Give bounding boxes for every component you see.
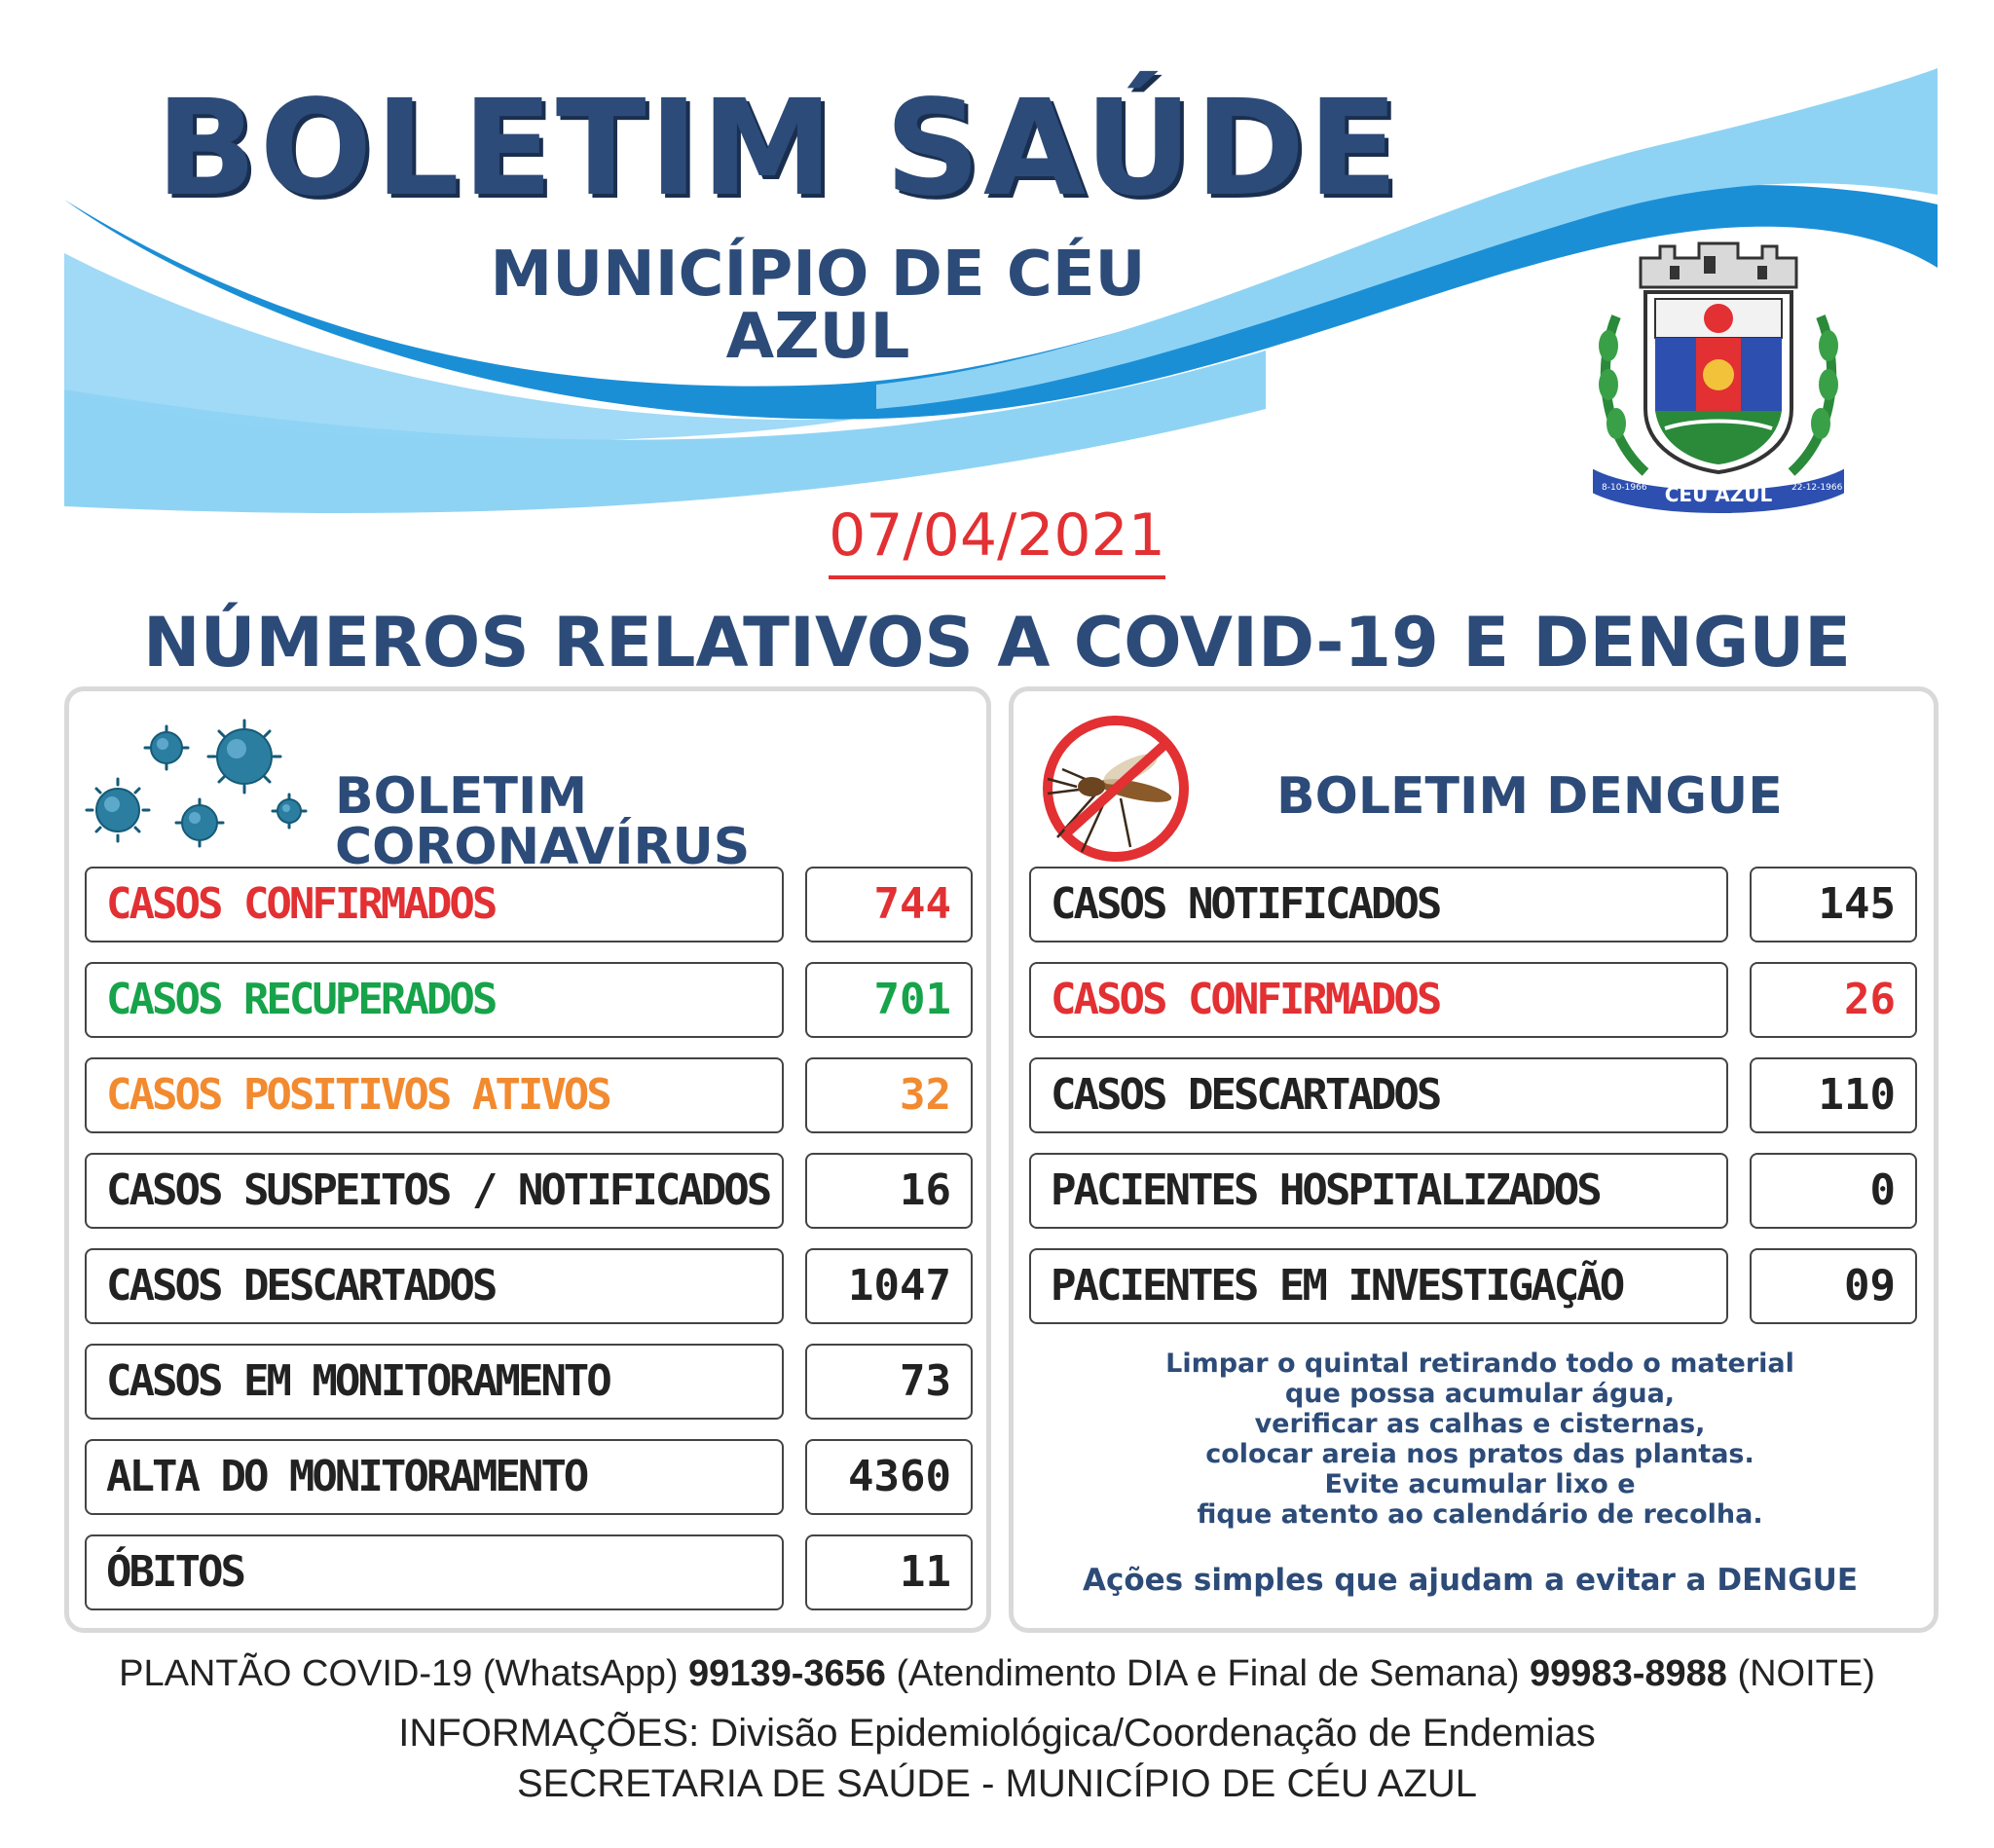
dengue-row-label: CASOS NOTIFICADOS <box>1029 867 1728 942</box>
bulletin-title: BOLETIM SAÚDE <box>156 72 1402 226</box>
dengue-row-label: PACIENTES EM INVESTIGAÇÃO <box>1029 1248 1728 1324</box>
tip-line: verificar as calhas e cisternas, <box>1254 1409 1706 1439</box>
covid-row-value: 73 <box>805 1344 973 1420</box>
phone-day: 99139-3656 <box>688 1653 886 1694</box>
covid-row-label: ALTA DO MONITORAMENTO <box>85 1439 784 1515</box>
dengue-row-value: 09 <box>1750 1248 1917 1324</box>
bulletin-date: 07/04/2021 <box>829 501 1165 579</box>
covid-row-label: ÓBITOS <box>85 1534 784 1610</box>
tip-line: Evite acumular lixo e <box>1324 1469 1636 1499</box>
covid-row-value: 16 <box>805 1153 973 1229</box>
tip-line: fique atento ao calendário de recolha. <box>1197 1499 1763 1530</box>
dengue-row-label: CASOS CONFIRMADOS <box>1029 962 1728 1038</box>
covid-row-value: 4360 <box>805 1439 973 1515</box>
coronavirus-icon <box>69 701 322 867</box>
covid-panel <box>64 686 991 1633</box>
footer-hotline-suffix: (NOITE) <box>1726 1653 1875 1694</box>
covid-row-label: CASOS DESCARTADOS <box>85 1248 784 1324</box>
bulletin-date-wrap <box>0 501 1994 570</box>
dengue-row-label: CASOS DESCARTADOS <box>1029 1057 1728 1133</box>
dengue-row-value: 0 <box>1750 1153 1917 1229</box>
headline: NÚMEROS RELATIVOS A COVID-19 E DENGUE <box>143 603 1851 683</box>
dengue-prevention-tips <box>1071 1349 1889 1530</box>
footer-hotline <box>0 1655 1994 1692</box>
footer-info: INFORMAÇÕES: Divisão Epidemiológica/Coordenação de Endemias <box>398 1712 1596 1755</box>
tip-line: Limpar o quintal retirando todo o material <box>1165 1349 1794 1379</box>
dengue-row-value: 26 <box>1750 962 1917 1038</box>
dengue-row-label: PACIENTES HOSPITALIZADOS <box>1029 1153 1728 1229</box>
covid-panel-title: BOLETIM CORONAVÍRUS <box>335 767 751 876</box>
covid-row-value: 32 <box>805 1057 973 1133</box>
footer-hotline-middle: (Atendimento DIA e Final de Semana) <box>885 1653 1531 1694</box>
covid-row-value: 1047 <box>805 1248 973 1324</box>
emblem-date-left: 8-10-1966 <box>1602 483 1647 493</box>
municipal-coat-of-arms-icon <box>1587 239 1850 521</box>
footer-hotline-prefix: PLANTÃO COVID-19 (WhatsApp) <box>119 1653 689 1694</box>
municipality-subtitle: MUNICÍPIO DE CÉU AZUL <box>490 239 1146 373</box>
covid-row-label: CASOS POSITIVOS ATIVOS <box>85 1057 784 1133</box>
covid-row-label: CASOS EM MONITORAMENTO <box>85 1344 784 1420</box>
dengue-panel-title: BOLETIM DENGUE <box>1276 767 1783 826</box>
no-mosquito-icon <box>1038 711 1194 867</box>
dengue-slogan: Ações simples que ajudam a evitar a DENGUE <box>1082 1563 1859 1598</box>
emblem-date-right: 22-12-1966 <box>1791 483 1843 493</box>
covid-row-value: 701 <box>805 962 973 1038</box>
dengue-row-value: 145 <box>1750 867 1917 942</box>
covid-row-label: CASOS SUSPEITOS / NOTIFICADOS <box>85 1153 784 1229</box>
dengue-row-value: 110 <box>1750 1057 1917 1133</box>
covid-row-label: CASOS CONFIRMADOS <box>85 867 784 942</box>
emblem-ribbon-text: CÉU AZUL <box>1664 483 1773 506</box>
phone-night: 99983-8988 <box>1530 1653 1727 1694</box>
covid-row-label: CASOS RECUPERADOS <box>85 962 784 1038</box>
tip-line: que possa acumular água, <box>1284 1379 1676 1409</box>
tip-line: colocar areia nos pratos das plantas. <box>1205 1439 1754 1469</box>
covid-row-value: 11 <box>805 1534 973 1610</box>
footer-secretariat: SECRETARIA DE SAÚDE - MUNICÍPIO DE CÉU AZUL <box>516 1762 1478 1805</box>
covid-row-value: 744 <box>805 867 973 942</box>
